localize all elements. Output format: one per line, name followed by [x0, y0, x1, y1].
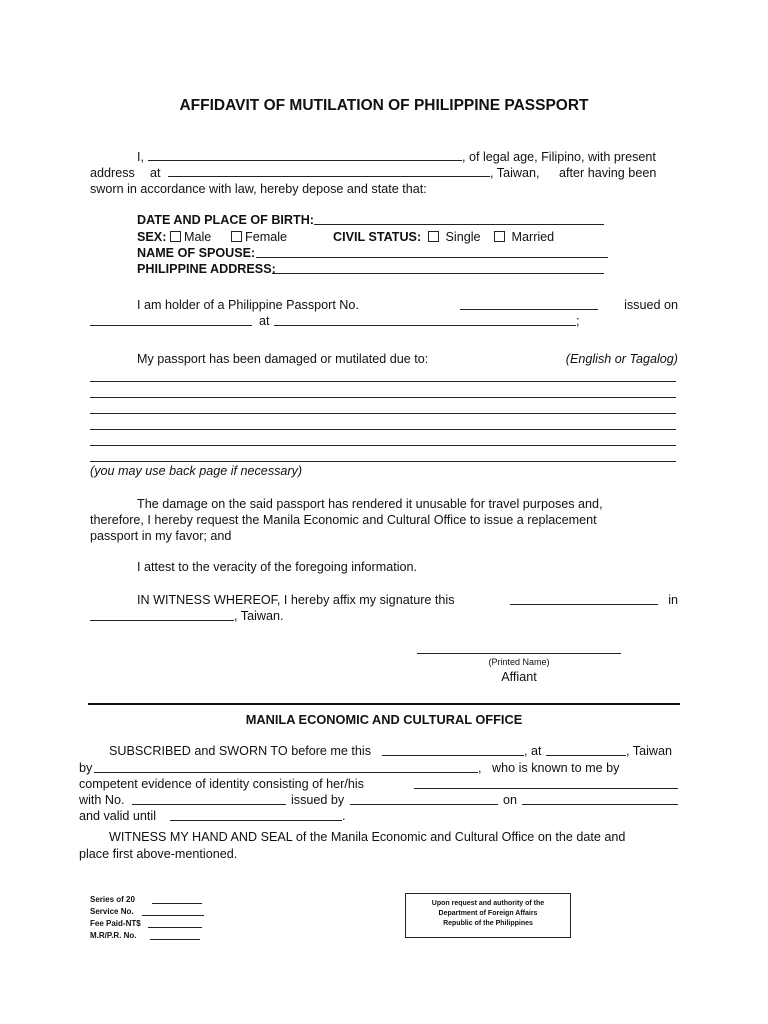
- request-line-2: therefore, I hereby request the Manila Economic and Cultural Office to issue a replacement: [90, 513, 597, 527]
- valid-until-period: .: [342, 809, 346, 823]
- ph-address-blank[interactable]: [272, 273, 604, 274]
- intro-line1-text: , of legal age, Filipino, with present: [462, 150, 656, 164]
- female-label: Female: [245, 230, 287, 244]
- reason-line-5[interactable]: [90, 445, 676, 446]
- request-line-1: The damage on the said passport has rendered it unusable for travel purposes and,: [137, 497, 603, 511]
- sworn-place-blank[interactable]: [546, 755, 626, 756]
- male-checkbox[interactable]: [170, 231, 181, 242]
- single-label: Single: [445, 230, 481, 244]
- affiant-label: Affiant: [501, 670, 537, 684]
- seal-line-1: WITNESS MY HAND AND SEAL of the Manila Economic and Cultural Office on the date and: [109, 830, 626, 844]
- sworn-by: by: [79, 761, 93, 775]
- mr-blank[interactable]: [150, 939, 200, 940]
- civil-status-label: CIVIL STATUS:: [333, 230, 422, 244]
- witness-line: [137, 592, 678, 608]
- spouse-label: NAME OF SPOUSE:: [137, 246, 256, 260]
- back-page-note: (you may use back page if necessary): [90, 464, 303, 478]
- name-blank[interactable]: [148, 160, 462, 161]
- reason-line-3[interactable]: [90, 413, 676, 414]
- intro-at-word: at: [150, 166, 161, 180]
- mr-label: M.R/P.R. No.: [90, 931, 137, 940]
- reason-line-6[interactable]: [90, 461, 676, 462]
- present-address-blank[interactable]: [168, 176, 490, 177]
- issued-by-blank[interactable]: [350, 804, 498, 805]
- fee-label: Fee Paid-NT$: [90, 919, 141, 928]
- intro-taiwan: , Taiwan,: [490, 166, 540, 180]
- issued-by-label: issued by: [291, 793, 345, 807]
- single-option[interactable]: [426, 229, 481, 245]
- reason-line-2[interactable]: [90, 397, 676, 398]
- issue-place-blank[interactable]: [274, 325, 576, 326]
- authority-line-3: Republic of the Philippines: [443, 920, 533, 927]
- reason-line-1[interactable]: [90, 381, 676, 382]
- sex-female-option[interactable]: [229, 229, 287, 245]
- signature-line[interactable]: [417, 653, 621, 654]
- office-title: MANILA ECONOMIC AND CULTURAL OFFICE: [245, 712, 523, 727]
- series-label: Series of 20: [90, 895, 135, 904]
- authority-line-2: Department of Foreign Affairs: [438, 910, 538, 917]
- sworn-date-blank[interactable]: [382, 755, 524, 756]
- intro-line3: sworn in accordance with law, hereby depose and state that:: [90, 182, 427, 196]
- male-label: Male: [184, 230, 212, 244]
- valid-until-label: and valid until: [79, 809, 157, 823]
- known-text: who is known to me by: [492, 761, 620, 775]
- request-line-3: passport in my favor; and: [90, 529, 232, 543]
- damage-text: My passport has been damaged or mutilated due to:: [137, 352, 429, 366]
- dob-blank[interactable]: [314, 224, 604, 225]
- section-divider: [88, 703, 680, 705]
- service-blank[interactable]: [142, 915, 204, 916]
- issued-at-word: at: [259, 314, 270, 328]
- intro-address-word: address: [90, 166, 135, 180]
- sex-label: SEX:: [137, 230, 167, 244]
- sworn-comma: ,: [478, 761, 482, 775]
- printed-name-caption: (Printed Name): [488, 657, 550, 667]
- valid-until-blank[interactable]: [170, 820, 342, 821]
- witness-text: IN WITNESS WHEREOF, I hereby affix my signature this: [137, 593, 455, 607]
- intro-after: after having been: [559, 166, 657, 180]
- passport-text: I am holder of a Philippine Passport No.: [137, 298, 359, 312]
- evidence-text: competent evidence of identity consisting of her/his: [79, 777, 364, 791]
- issued-on-text: issued on: [624, 298, 678, 312]
- passport-number-blank[interactable]: [460, 309, 598, 310]
- known-text-line: [492, 760, 678, 776]
- issue-date-blank[interactable]: [90, 325, 252, 326]
- fee-blank[interactable]: [148, 927, 202, 928]
- authority-line-1: Upon request and authority of the: [431, 900, 545, 907]
- id-issue-date-blank[interactable]: [522, 804, 678, 805]
- with-no-label: with No.: [79, 793, 125, 807]
- document-title: AFFIDAVIT OF MUTILATION OF PHILIPPINE PASSPORT: [179, 97, 589, 114]
- damage-line: [137, 351, 678, 367]
- attest-statement: I attest to the veracity of the foregoing information.: [137, 560, 418, 574]
- on-label: on: [503, 793, 518, 807]
- signature-place-blank[interactable]: [90, 620, 234, 621]
- series-blank[interactable]: [152, 903, 202, 904]
- female-checkbox[interactable]: [231, 231, 242, 242]
- spouse-blank[interactable]: [256, 257, 608, 258]
- ph-address-label: PHILIPPINE ADDRESS:: [137, 262, 276, 276]
- witness-taiwan: , Taiwan.: [234, 609, 284, 623]
- sworn-at: , at: [524, 744, 542, 758]
- signature-date-blank[interactable]: [510, 604, 658, 605]
- sworn-text: SUBSCRIBED and SWORN TO before me this: [109, 744, 371, 758]
- semicolon: ;: [576, 314, 580, 328]
- married-label: Married: [511, 230, 555, 244]
- evidence-blank[interactable]: [414, 788, 678, 789]
- intro-pronoun: I,: [137, 150, 144, 164]
- witness-in: in: [668, 593, 678, 607]
- married-option[interactable]: [492, 229, 554, 245]
- seal-line-2: place first above-mentioned.: [79, 847, 238, 861]
- married-checkbox[interactable]: [494, 231, 505, 242]
- id-number-blank[interactable]: [132, 804, 286, 805]
- reason-line-4[interactable]: [90, 429, 676, 430]
- authority-box: [405, 893, 571, 938]
- sex-male-option[interactable]: [168, 229, 211, 245]
- single-checkbox[interactable]: [428, 231, 439, 242]
- service-label: Service No.: [90, 907, 134, 916]
- affiant-name-blank[interactable]: [94, 772, 478, 773]
- passport-line: [137, 297, 678, 313]
- sworn-taiwan: , Taiwan: [626, 744, 672, 758]
- dob-label: DATE AND PLACE OF BIRTH:: [137, 213, 315, 227]
- language-note: (English or Tagalog): [565, 352, 678, 366]
